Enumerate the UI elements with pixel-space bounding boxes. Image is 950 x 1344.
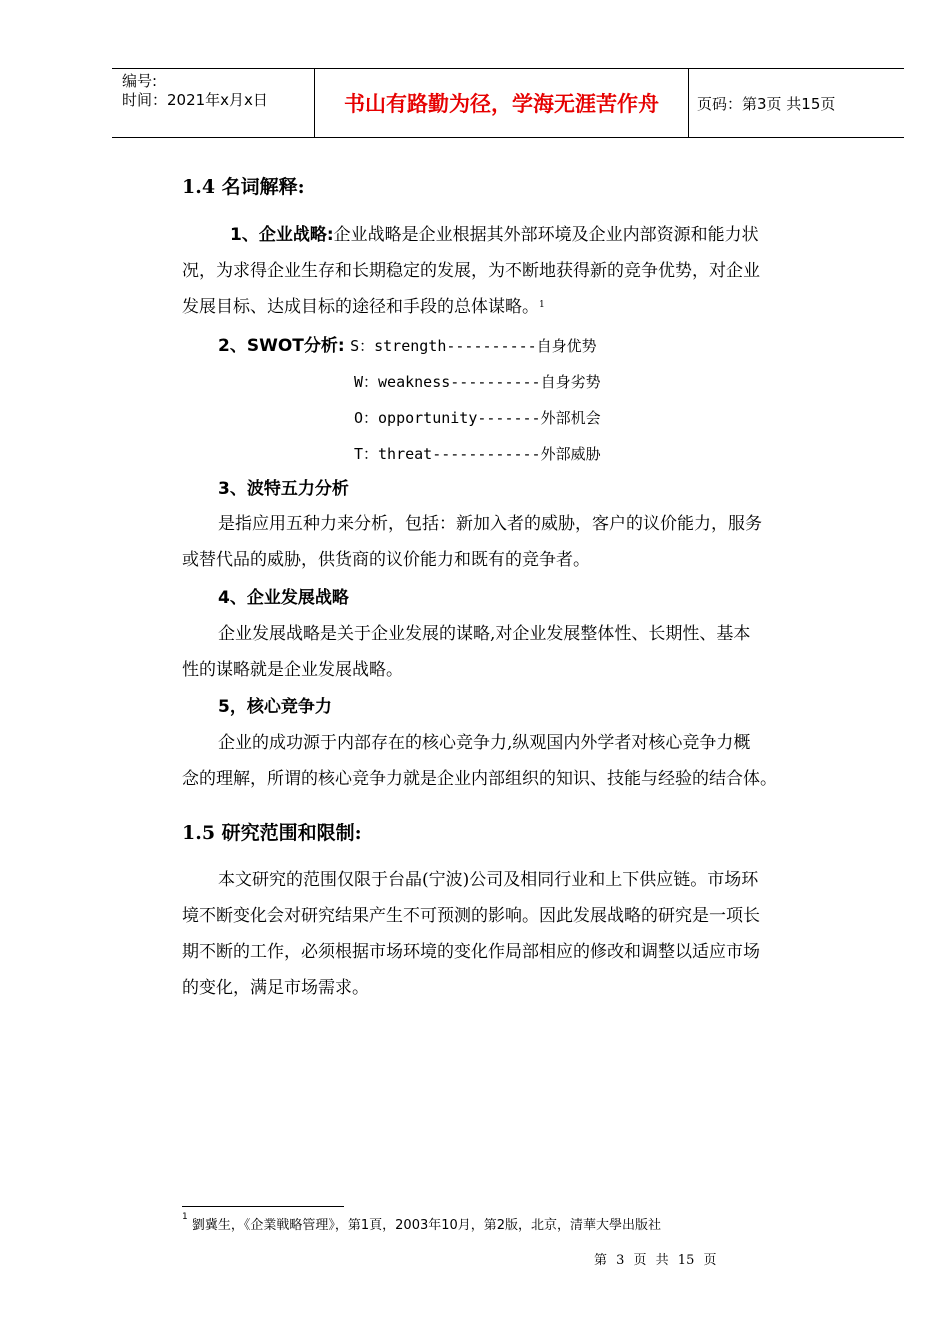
footnote [182, 1214, 661, 1233]
paragraph-line [230, 217, 759, 253]
swot-item: O：opportunity-------外部机会 [354, 409, 601, 427]
footnote-mark: 1 [182, 1212, 188, 1222]
header-divider [688, 69, 689, 137]
term-label: 3、波特五力分析 [218, 479, 349, 499]
paragraph-line: 性的谋略就是企业发展战略。 [182, 660, 403, 680]
term-label: 2、SWOT分析: [218, 336, 345, 356]
date-label: 时间：2021年x月x日 [122, 91, 268, 109]
swot-item: T：threat------------外部威胁 [354, 445, 601, 463]
paragraph-line: 或替代品的威胁，供货商的议价能力和既有的竞争者。 [182, 550, 590, 570]
paragraph-line: 的变化，满足市场需求。 [182, 978, 369, 998]
swot-item: S：strength----------自身优势 [350, 337, 597, 355]
paragraph-line: 企业发展战略是关于企业发展的谋略,对企业发展整体性、长期性、基本 [218, 624, 751, 644]
header-meta [112, 69, 314, 137]
term-text: 发展目标、达成目标的途径和手段的总体谋略。 [182, 297, 539, 317]
number-label: 编号: [122, 72, 158, 90]
section-heading: 1.4 名词解释: [182, 176, 305, 198]
paragraph-line: 念的理解，所谓的核心竞争力就是企业内部组织的知识、技能与经验的结合体。 [182, 769, 777, 789]
term-label: 4、企业发展战略 [218, 588, 349, 608]
footnote-ref[interactable]: 1 [539, 300, 545, 310]
term-text: 企业战略是企业根据其外部环境及企业内部资源和能力状 [333, 225, 759, 245]
page-number: 第 3 页 共 15 页 [594, 1253, 717, 1268]
paragraph-line: 本文研究的范围仅限于台晶(宁波)公司及相同行业和上下供应链。市场环 [218, 870, 759, 890]
header-motto: 书山有路勤为径，学海无涯苦作舟 [344, 92, 659, 116]
paragraph-line: 境不断变化会对研究结果产生不可预测的影响。因此发展战略的研究是一项长 [182, 906, 760, 926]
paragraph-line [182, 289, 545, 325]
paragraph-line: 期不断的工作，必须根据市场环境的变化作局部相应的修改和调整以适应市场 [182, 942, 760, 962]
swot-item: W：weakness----------自身劣势 [354, 373, 601, 391]
footnote-separator [182, 1206, 344, 1207]
header-page-label: 页码：第3页 共15页 [697, 94, 836, 113]
term-label: 1、企业战略: [230, 225, 334, 245]
paragraph-line [218, 328, 597, 364]
term-label: 5，核心竞争力 [218, 697, 332, 717]
paragraph-line: 企业的成功源于内部存在的核心竞争力,纵观国内外学者对核心竞争力概 [218, 733, 751, 753]
page-header [112, 68, 904, 138]
footnote-text: 劉冀生，《企業戦略管理》，第1頁，2003年10月，第2版，北京，清華大學出版社 [191, 1218, 662, 1233]
section-heading: 1.5 研究范围和限制: [182, 822, 362, 844]
paragraph-line: 况，为求得企业生存和长期稳定的发展，为不断地获得新的竞争优势，对企业 [182, 261, 760, 281]
paragraph-line: 是指应用五种力来分析，包括：新加入者的威胁，客户的议价能力，服务 [218, 514, 762, 534]
